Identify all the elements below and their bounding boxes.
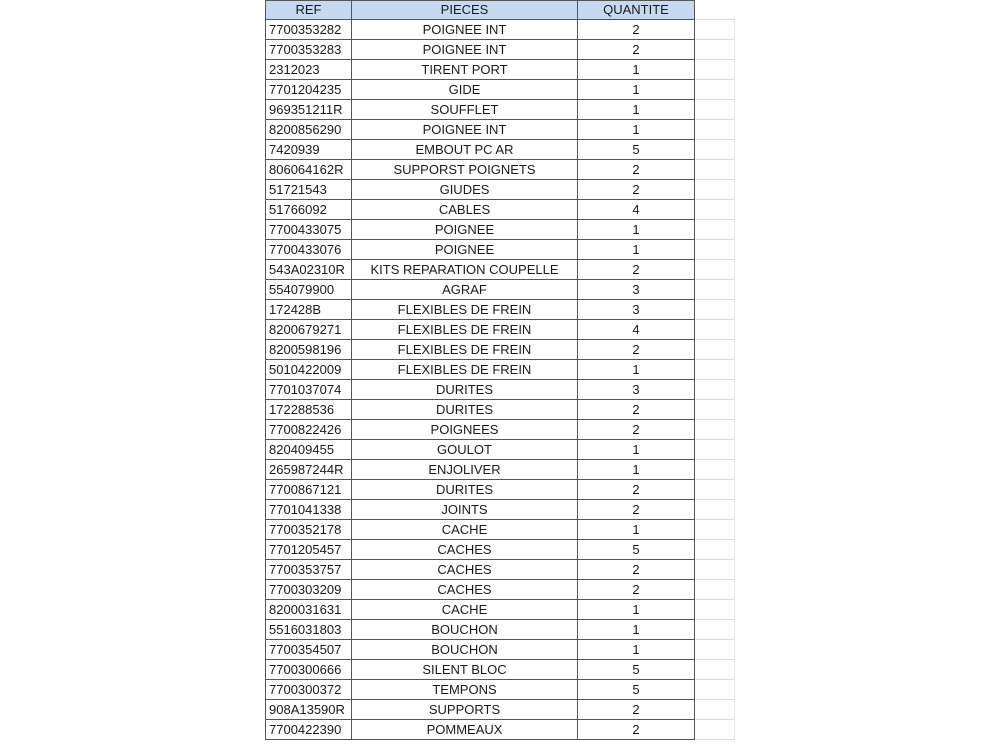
empty-cell[interactable]	[695, 20, 735, 40]
empty-cell[interactable]	[695, 620, 735, 640]
header-ref[interactable]: REF	[266, 1, 352, 20]
ref-cell[interactable]: 543A02310R	[266, 260, 352, 280]
pieces-cell[interactable]: GOULOT	[352, 440, 578, 460]
empty-cell[interactable]	[695, 240, 735, 260]
ref-cell[interactable]: 51721543	[266, 180, 352, 200]
quantite-cell[interactable]: 2	[578, 400, 695, 420]
pieces-cell[interactable]: TEMPONS	[352, 680, 578, 700]
empty-cell[interactable]	[695, 40, 735, 60]
pieces-cell[interactable]: DURITES	[352, 480, 578, 500]
quantite-cell[interactable]: 4	[578, 200, 695, 220]
empty-cell[interactable]	[695, 200, 735, 220]
pieces-cell[interactable]: FLEXIBLES DE FREIN	[352, 300, 578, 320]
quantite-cell[interactable]: 1	[578, 80, 695, 100]
ref-cell[interactable]: 7701204235	[266, 80, 352, 100]
pieces-cell[interactable]: SUPPORST POIGNETS	[352, 160, 578, 180]
empty-cell[interactable]	[695, 180, 735, 200]
quantite-cell[interactable]: 1	[578, 460, 695, 480]
empty-cell[interactable]	[695, 100, 735, 120]
parts-table	[265, 0, 735, 740]
empty-cell[interactable]	[695, 80, 735, 100]
quantite-cell[interactable]: 2	[578, 260, 695, 280]
pieces-cell[interactable]: SILENT BLOC	[352, 660, 578, 680]
empty-cell[interactable]	[695, 400, 735, 420]
table-row	[266, 320, 735, 340]
table-row	[266, 80, 735, 100]
table-row	[266, 400, 735, 420]
ref-cell[interactable]: 7700822426	[266, 420, 352, 440]
quantite-cell[interactable]: 1	[578, 60, 695, 80]
ref-cell[interactable]: 8200031631	[266, 600, 352, 620]
ref-cell[interactable]: 5010422009	[266, 360, 352, 380]
ref-cell[interactable]: 7700867121	[266, 480, 352, 500]
pieces-cell[interactable]: POIGNEE INT	[352, 40, 578, 60]
ref-cell[interactable]: 554079900	[266, 280, 352, 300]
table-row	[266, 60, 735, 80]
empty-cell[interactable]	[695, 680, 735, 700]
quantite-cell[interactable]: 2	[578, 20, 695, 40]
quantite-cell[interactable]: 1	[578, 240, 695, 260]
ref-cell[interactable]: 7700300666	[266, 660, 352, 680]
header-row	[266, 1, 735, 20]
empty-cell[interactable]	[695, 660, 735, 680]
pieces-cell[interactable]: DURITES	[352, 400, 578, 420]
empty-cell[interactable]	[695, 640, 735, 660]
table-row	[266, 40, 735, 60]
pieces-cell[interactable]: KITS REPARATION COUPELLE	[352, 260, 578, 280]
quantite-cell[interactable]: 5	[578, 540, 695, 560]
table-row	[266, 300, 735, 320]
empty-cell[interactable]	[695, 500, 735, 520]
pieces-cell[interactable]: CACHES	[352, 540, 578, 560]
empty-cell[interactable]	[695, 300, 735, 320]
table-row	[266, 540, 735, 560]
ref-cell[interactable]: 908A13590R	[266, 700, 352, 720]
table-row	[266, 120, 735, 140]
empty-cell[interactable]	[695, 440, 735, 460]
pieces-cell[interactable]: BOUCHON	[352, 640, 578, 660]
table-row	[266, 580, 735, 600]
quantite-cell[interactable]: 2	[578, 580, 695, 600]
empty-cell[interactable]	[695, 120, 735, 140]
table-row	[266, 380, 735, 400]
ref-cell[interactable]: 2312023	[266, 60, 352, 80]
quantite-cell[interactable]: 2	[578, 340, 695, 360]
quantite-cell[interactable]: 5	[578, 660, 695, 680]
quantite-cell[interactable]: 2	[578, 720, 695, 740]
empty-cell[interactable]	[695, 360, 735, 380]
quantite-cell[interactable]: 2	[578, 180, 695, 200]
ref-cell[interactable]: 7700353757	[266, 560, 352, 580]
ref-cell[interactable]: 7701041338	[266, 500, 352, 520]
empty-cell[interactable]	[695, 1, 735, 20]
table-body	[266, 20, 735, 740]
pieces-cell[interactable]: CABLES	[352, 200, 578, 220]
quantite-cell[interactable]: 1	[578, 600, 695, 620]
ref-cell[interactable]: 172428B	[266, 300, 352, 320]
empty-cell[interactable]	[695, 540, 735, 560]
pieces-cell[interactable]: FLEXIBLES DE FREIN	[352, 360, 578, 380]
pieces-cell[interactable]: POIGNEE INT	[352, 120, 578, 140]
ref-cell[interactable]: 806064162R	[266, 160, 352, 180]
quantite-cell[interactable]: 2	[578, 40, 695, 60]
ref-cell[interactable]: 8200679271	[266, 320, 352, 340]
header-pieces[interactable]: PIECES	[352, 1, 578, 20]
pieces-cell[interactable]: SUPPORTS	[352, 700, 578, 720]
quantite-cell[interactable]: 1	[578, 620, 695, 640]
ref-cell[interactable]: 820409455	[266, 440, 352, 460]
empty-cell[interactable]	[695, 720, 735, 740]
ref-cell[interactable]: 7700300372	[266, 680, 352, 700]
ref-cell[interactable]: 172288536	[266, 400, 352, 420]
empty-cell[interactable]	[695, 600, 735, 620]
ref-cell[interactable]: 8200856290	[266, 120, 352, 140]
empty-cell[interactable]	[695, 520, 735, 540]
empty-cell[interactable]	[695, 560, 735, 580]
pieces-cell[interactable]: CACHES	[352, 580, 578, 600]
header-quantite[interactable]: QUANTITE	[578, 1, 695, 20]
ref-cell[interactable]: 7700353283	[266, 40, 352, 60]
table-row	[266, 600, 735, 620]
table-row	[266, 160, 735, 180]
table-row	[266, 340, 735, 360]
quantite-cell[interactable]: 1	[578, 360, 695, 380]
quantite-cell[interactable]: 1	[578, 120, 695, 140]
quantite-cell[interactable]: 3	[578, 380, 695, 400]
pieces-cell[interactable]: GIDE	[352, 80, 578, 100]
table-row	[266, 180, 735, 200]
quantite-cell[interactable]: 2	[578, 480, 695, 500]
table-row	[266, 660, 735, 680]
empty-cell[interactable]	[695, 420, 735, 440]
quantite-cell[interactable]: 3	[578, 280, 695, 300]
ref-cell[interactable]: 7700354507	[266, 640, 352, 660]
quantite-cell[interactable]: 2	[578, 560, 695, 580]
table-row	[266, 560, 735, 580]
pieces-cell[interactable]: POIGNEE INT	[352, 20, 578, 40]
quantite-cell[interactable]: 2	[578, 500, 695, 520]
pieces-cell[interactable]: JOINTS	[352, 500, 578, 520]
table-row	[266, 260, 735, 280]
pieces-cell[interactable]: POIGNEE	[352, 240, 578, 260]
ref-cell[interactable]: 7700433075	[266, 220, 352, 240]
empty-cell[interactable]	[695, 380, 735, 400]
empty-cell[interactable]	[695, 260, 735, 280]
ref-cell[interactable]: 8200598196	[266, 340, 352, 360]
table-row	[266, 720, 735, 740]
empty-cell[interactable]	[695, 320, 735, 340]
table-row	[266, 100, 735, 120]
table-row	[266, 640, 735, 660]
empty-cell[interactable]	[695, 700, 735, 720]
ref-cell[interactable]: 7420939	[266, 140, 352, 160]
table-row	[266, 140, 735, 160]
table-row	[266, 520, 735, 540]
table-row	[266, 680, 735, 700]
spreadsheet	[265, 0, 735, 740]
quantite-cell[interactable]: 2	[578, 420, 695, 440]
pieces-cell[interactable]: POMMEAUX	[352, 720, 578, 740]
table-row	[266, 620, 735, 640]
empty-cell[interactable]	[695, 280, 735, 300]
empty-cell[interactable]	[695, 60, 735, 80]
quantite-cell[interactable]: 1	[578, 520, 695, 540]
table-row	[266, 20, 735, 40]
empty-cell[interactable]	[695, 460, 735, 480]
table-row	[266, 220, 735, 240]
table-row	[266, 480, 735, 500]
empty-cell[interactable]	[695, 160, 735, 180]
ref-cell[interactable]: 5516031803	[266, 620, 352, 640]
quantite-cell[interactable]: 5	[578, 140, 695, 160]
pieces-cell[interactable]: DURITES	[352, 380, 578, 400]
table-row	[266, 360, 735, 380]
ref-cell[interactable]: 969351211R	[266, 100, 352, 120]
pieces-cell[interactable]: SOUFFLET	[352, 100, 578, 120]
pieces-cell[interactable]: FLEXIBLES DE FREIN	[352, 320, 578, 340]
pieces-cell[interactable]: GIUDES	[352, 180, 578, 200]
empty-cell[interactable]	[695, 480, 735, 500]
quantite-cell[interactable]: 4	[578, 320, 695, 340]
quantite-cell[interactable]: 1	[578, 100, 695, 120]
pieces-cell[interactable]: POIGNEE	[352, 220, 578, 240]
quantite-cell[interactable]: 1	[578, 220, 695, 240]
table-row	[266, 700, 735, 720]
table-row	[266, 440, 735, 460]
pieces-cell[interactable]: ENJOLIVER	[352, 460, 578, 480]
ref-cell[interactable]: 51766092	[266, 200, 352, 220]
pieces-cell[interactable]: CACHE	[352, 600, 578, 620]
empty-cell[interactable]	[695, 340, 735, 360]
empty-cell[interactable]	[695, 220, 735, 240]
pieces-cell[interactable]: EMBOUT PC AR	[352, 140, 578, 160]
ref-cell[interactable]: 7700352178	[266, 520, 352, 540]
quantite-cell[interactable]: 3	[578, 300, 695, 320]
quantite-cell[interactable]: 2	[578, 700, 695, 720]
quantite-cell[interactable]: 5	[578, 680, 695, 700]
ref-cell[interactable]: 7701205457	[266, 540, 352, 560]
pieces-cell[interactable]: AGRAF	[352, 280, 578, 300]
table-row	[266, 240, 735, 260]
quantite-cell[interactable]: 1	[578, 640, 695, 660]
table-row	[266, 460, 735, 480]
empty-cell[interactable]	[695, 580, 735, 600]
ref-cell[interactable]: 7700433076	[266, 240, 352, 260]
table-row	[266, 420, 735, 440]
ref-cell[interactable]: 7700353282	[266, 20, 352, 40]
quantite-cell[interactable]: 1	[578, 440, 695, 460]
ref-cell[interactable]: 7700303209	[266, 580, 352, 600]
pieces-cell[interactable]: BOUCHON	[352, 620, 578, 640]
quantite-cell[interactable]: 2	[578, 160, 695, 180]
pieces-cell[interactable]: POIGNEES	[352, 420, 578, 440]
empty-cell[interactable]	[695, 140, 735, 160]
pieces-cell[interactable]: CACHES	[352, 560, 578, 580]
pieces-cell[interactable]: CACHE	[352, 520, 578, 540]
pieces-cell[interactable]: TIRENT PORT	[352, 60, 578, 80]
ref-cell[interactable]: 7700422390	[266, 720, 352, 740]
table-row	[266, 500, 735, 520]
table-row	[266, 200, 735, 220]
ref-cell[interactable]: 265987244R	[266, 460, 352, 480]
table-row	[266, 280, 735, 300]
pieces-cell[interactable]: FLEXIBLES DE FREIN	[352, 340, 578, 360]
ref-cell[interactable]: 7701037074	[266, 380, 352, 400]
